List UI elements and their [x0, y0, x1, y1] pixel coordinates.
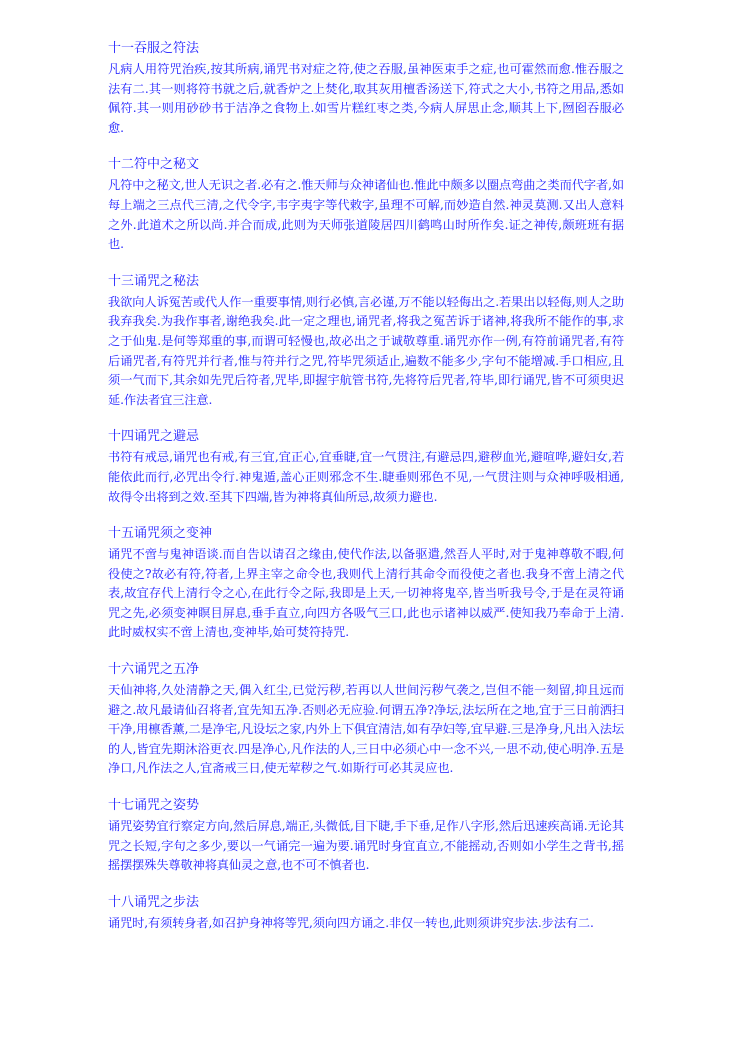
section-12 [108, 156, 624, 254]
section-body: 书符有戒忌,诵咒也有戒,有三宜,宜正心,宜垂睫,宜一气贯注,有避忌四,避秽血光,避喧哗,避妇女,若能依此而行,必咒出令行.神鬼遁,盖心正则邪念不生.睫垂则邪色不见,一气贯注则与众神呼吸相通,故得令出将到之效.至其下四端,皆为神将真仙所忌,故须力避也. [108, 450, 624, 504]
section-body: 诵咒姿势宜行察定方向,然后屏息,端正,头微低,目下睫,手下垂,足作八字形,然后迅速疾高诵.无论其咒之长短,字句之多少,要以一气诵完一遍为要.诵咒时身宜直立,不能摇动,否则如小学生之背书,摇摇摆摆殊失尊敬神将真仙灵之意,也不可不慎者也. [108, 819, 624, 873]
section-body: 我欲向人诉冤苦或代人作一重要事情,则行必慎,言必谨,万不能以轻侮出之.若果出以轻侮,则人之助我弃我矣.为我作事者,谢绝我矣.此一定之理也,诵咒者,将我之冤苦诉于诸神,将我所不能作的事,求之于仙鬼.是何等郑重的事,而谓可轻慢也,故必出之于诚敬尊重.诵咒亦作一例,有符前诵咒者,有符后诵咒者,有符咒并行者,惟与符并行之咒,符毕咒须适止,遍数不能多少,字句不能增减.手口相应,且须一气而下,其余如先咒后符者,咒毕,即握宇航管书符,先将符后咒者,符毕,即行诵咒,皆不可须臾迟延.作法者宜三注意. [108, 294, 624, 407]
section-11 [108, 40, 624, 138]
section-heading: 十二符中之秘文 [108, 157, 200, 173]
section-body: 凡符中之秘文,世人无识之者.必有之.惟天师与众神诸仙也.惟此中颇多以圈点弯曲之类而代字者,如每上端之三点代三清,之代令字,韦字夷字等代敕字,虽理不可解,而妙造自然.神灵莫测.又出人意料之外.此道术之所以尚.并合而成,此则为天师张道陵居四川鹤鸣山时所作矣.证之神传,颇班班有据也. [108, 178, 624, 252]
section-body: 诵咒不啻与鬼神语谈.而自告以请召之缘由,使代作法,以备驱遣,然吾人平时,对于鬼神尊敬不暇,何役使之?故必有符,符者,上界主宰之命令也,我则代上清行其命令而役使之者也.我身不啻上清之代表,故宜存代上清行令之心,在此行令之际,我即是上天,一切神将鬼卒,皆当听我号令,于是在灵符诵咒之先,必须变神瞑目屏息,垂手直立,向四方各吸气三口,此也示诸神以威严.使知我乃奉命于上清.此时威权实不啻上清也,变神毕,始可焚符持咒. [108, 547, 624, 640]
section-heading: 十一吞服之符法 [108, 41, 200, 56]
section-body: 凡病人用符咒治疾,按其所病,诵咒书对症之符,使之吞服,虽神医束手之症,也可霍然而愈.惟吞服之法有二.其一则将符书就之后,就香炉之上焚化,取其灰用檀香汤送下,符式之大小,书符之用品,悉如佩符.其一则用砂砂书于洁净之食物上.如雪片糕红枣之类,今病人屏思止念,顺其上下,囫囵吞服必愈. [108, 62, 624, 135]
section-heading: 十三诵咒之秘法 [108, 273, 200, 289]
section-15 [108, 525, 624, 643]
section-heading: 十六诵咒之五净 [108, 662, 200, 678]
section-13 [108, 273, 624, 411]
section-heading: 十五诵咒须之变神 [108, 526, 213, 542]
section-body: 天仙神将,久处清静之天,偶入红尘,已觉污秽,若再以人世间污秽气袭之,岂但不能一刻留,抑且远而避之.故凡最请仙召将者,宜先知五净.否则必无应验.何谓五净?净坛,法坛所在之地,宜于三日前洒扫干净,用檩香薰,二是净宅,凡设坛之家,内外上下俱宜清洁,如有孕妇等,宜早避.三是净身,凡出入法坛的人,皆宜先期沐浴更衣.四是净心,凡作法的人,三日中必须心中一念不兴,一思不动,使心明净.五是净口,凡作法之人,宜斋戒三日,使无荤秽之气.如斯行可必其灵应也. [108, 683, 624, 776]
section-14 [108, 428, 624, 507]
section-16 [108, 661, 624, 779]
section-heading: 十四诵咒之避忌 [108, 429, 200, 445]
section-heading: 十七诵咒之姿势 [108, 798, 200, 814]
document-page [108, 40, 624, 951]
section-body: 诵咒时,有须转身者,如召护身神将等咒,须向四方诵之.非仅一转也,此则须讲究步法.步法有二. [108, 915, 594, 930]
section-heading: 十八诵咒之步法 [108, 894, 200, 910]
section-18 [108, 894, 624, 934]
section-17 [108, 797, 624, 876]
